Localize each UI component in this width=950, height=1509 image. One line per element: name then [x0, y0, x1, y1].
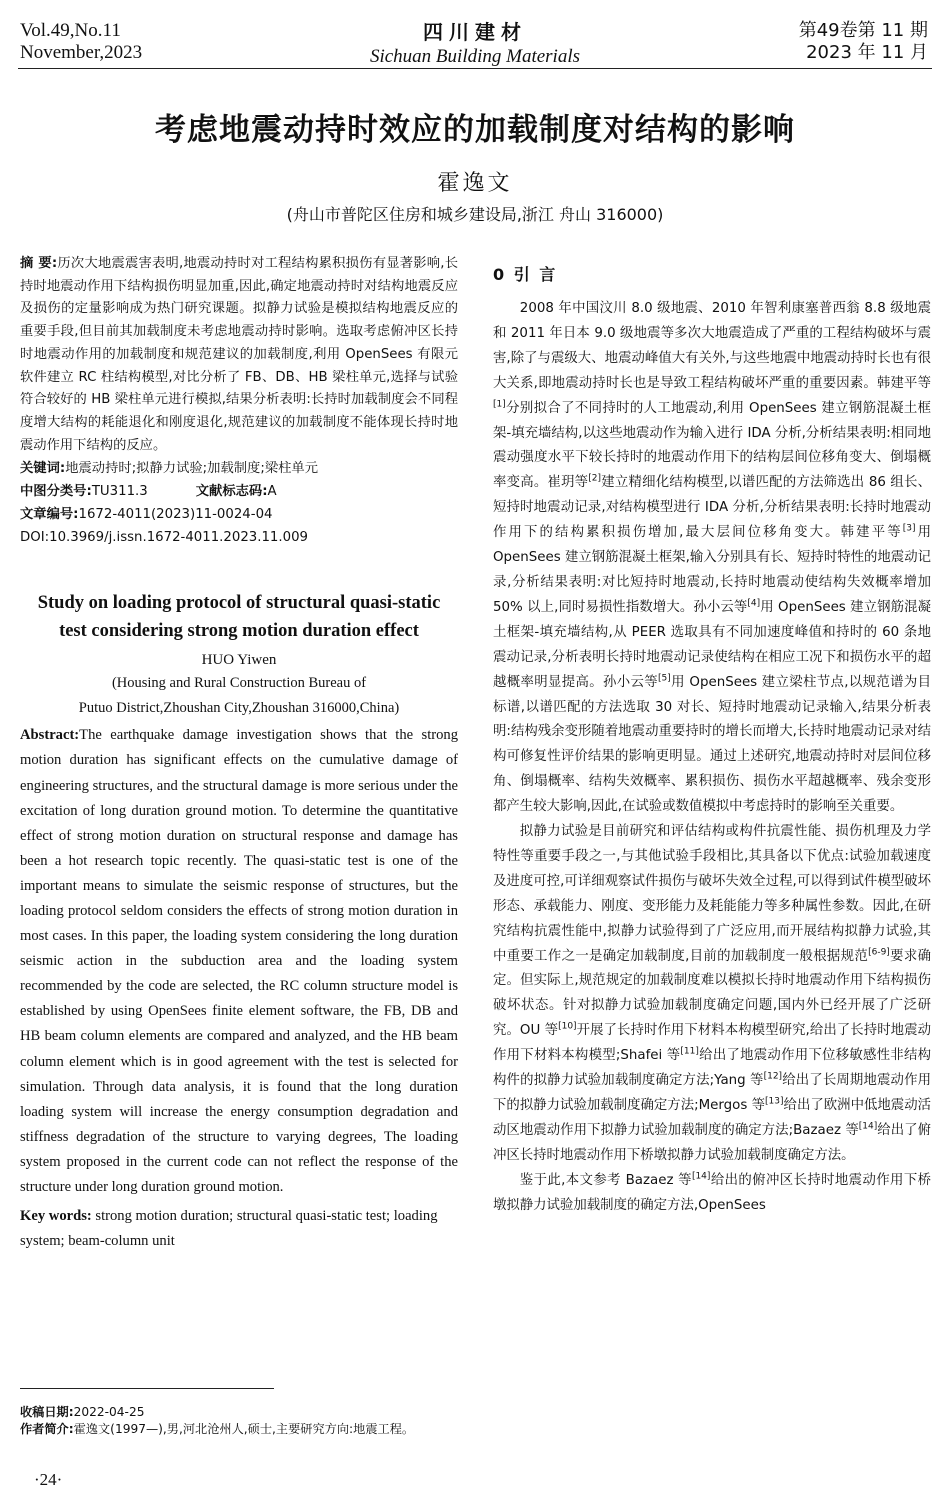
abstract-cn-text: 历次大地震震害表明,地震动持时对工程结构累积损伤有显著影响,长持时地震动作用下结构损伤明显加重,因此,确定地震动持时对结构地震反应及损伤的定量影响成为热门研究课题。拟静力试验是模拟结构地震反应的重要手段,但目前其加载制度未考虑地震动持时影响。选取考虑俯冲区长持时地震动作用的加载制度和规范建议的加载制度,利用 OpenSees 有限元软件建立 RC 柱结构模型,对比分析了 FB、DB、HB 梁柱单元,选择与试验符合较好的 HB 梁柱单元进行模拟,结果分析表明:长持时加载制度会不同程度增大结构的耗能退化和刚度退化,规范建议的加载制度不能体现长持时地震动作用下结构的反应。 [20, 256, 459, 453]
intro-paragraph-3 [493, 1169, 931, 1219]
month-year: November,2023 [20, 42, 143, 63]
abstract-en [20, 723, 458, 1200]
doi-line [20, 526, 458, 549]
paper-title: 考虑地震动持时效应的加载制度对结构的影响 [155, 112, 795, 148]
doc-code-label: 文献标志码: [195, 484, 268, 500]
abstract-en-text: The earthquake damage investigation shows that the strong motion duration has significant effects on the cumulative damage of engineering structures, and the structural damage is more serious under the excitation of long duration ground motion. To determine the quantitative effect of strong motion duration on structural response and damage has been a hot research topic recently. The quasi-static test is one of the important means to simulate the seismic response of structures, but the loading protocol seldom considers the effects of strong motion duration in most cases. In this paper, the loading system considering the long duration seismic action in the subduction area and the loading system recommended by the code are selected, the RC column structure model is established by using OpenSees finite element software, the FB, DB and HB beam column elements are compared and analyzed, and the HB beam column element which is in good agreement with the test is selected for simulation. Through data analysis, it is found that the long duration loading system will increase the energy consumption degradation and stiffness degradation of the structure to varying degrees, The loading system proposed in the current code can not reflect the response of the structure under long duration ground motion. [20, 727, 458, 1196]
citation[interactable]: [3] [902, 523, 916, 534]
bio-label: 作者简介: [20, 1421, 74, 1436]
paper-author: 霍逸文 [437, 171, 513, 196]
text-run: 拟静力试验是目前研究和评估结构或构件抗震性能、损伤机理及力学特性等重要手段之一,与其他试验手段相比,其具备以下优点:试验加载速度及进度可控,可详细观察试件损伤与破坏失效全过程,可以得到试件模型破坏形态、承载能力、刚度、变形能力及耗能能力等多种属性参数。因此,在研究结构抗震性能中,拟静力试验得到了广泛应用,而开展结构拟静力试验,其中重要工作之一是确定加载制度,目前的加载制度一般根据规范 [493, 824, 931, 964]
keywords-cn-text: 地震动持时;拟静力试验;加载制度;梁柱单元 [65, 461, 319, 477]
right-column [493, 262, 931, 1219]
english-title [20, 589, 458, 645]
header-divider [18, 68, 932, 69]
citation[interactable]: [14] [691, 1171, 711, 1182]
volume-issue: Vol.49,No.11 [20, 20, 121, 41]
left-column [20, 253, 458, 1254]
citation[interactable]: [11] [680, 1046, 699, 1057]
text-run: 用 OpenSees 建立钢筋混凝土框架-填充墙结构,从 PEER 选取具有不同加速度峰值和持时的 60 条地震动记录,分析表明长持时地震动记录使结构在相应工况下和损伤水平的超越概率明显提高。孙小云等 [493, 599, 931, 690]
text-run: 建立精细化结构模型,以谱匹配的方法筛选出 86 组长、短持时地震动记录,对结构模型进行 IDA 分析,分析结果表明:长持时地震动作用下的结构累积损伤增加,最大层间位移角变大。韩建平等 [493, 475, 932, 541]
intro-paragraph-1 [493, 297, 931, 820]
abstract-cn-label: 摘 要: [20, 256, 58, 271]
doi-label: DOI: [20, 530, 50, 546]
clc-value: TU311.3 [91, 484, 148, 500]
header-right [799, 20, 928, 64]
english-title-line2: test considering strong motion duration effect [59, 621, 419, 642]
text-run: 分别拟合了不同持时的人工地震动,利用 OpenSees 建立钢筋混凝土框架-填充墙结构,以这些地震动作为输入进行 IDA 分析,分析结果表明:相同地震动强度水平下较长持时的地震动作用下的结构层间位移角变大、倒塌概率变高。崔玥等 [493, 400, 931, 491]
footnote [20, 1404, 458, 1437]
text-run: 给出了俯冲区长持时地震动作用下桥墩拟静力试验加载制度确定方法。 [493, 1122, 931, 1163]
section-heading-intro: 0 引 言 [493, 265, 558, 284]
citation[interactable]: [10] [558, 1021, 577, 1032]
keywords-cn-label: 关键词: [20, 461, 66, 477]
citation[interactable]: [2] [588, 473, 602, 484]
abstract-en-label: Abstract: [20, 727, 80, 744]
citation[interactable]: [5] [657, 673, 671, 684]
clc-label: 中图分类号: [20, 484, 92, 500]
text-run: 2008 年中国汶川 8.0 级地震、2010 年智利康塞普西翁 8.8 级地震和 2011 年日本 9.0 级地震等多次大地震造成了严重的工程结构破坏与震害,除了与震级大、地震动峰值大有关外,与这些地震中地震动持时长也有很大关系,即地震动持时长也是导致工程结构破坏严重的重要因素。韩建平等 [493, 301, 931, 391]
text-run: 给出的俯冲区长持时地震动作用下桥墩拟静力试验加载制度的确定方法,OpenSees [493, 1172, 931, 1213]
article-number [20, 503, 458, 526]
classification-line [20, 480, 458, 503]
citation[interactable]: [4] [747, 598, 761, 609]
english-title-line1: Study on loading protocol of structural quasi-static [37, 593, 441, 614]
article-no-label: 文章编号: [20, 507, 79, 523]
date-cn: 2023 年 11 月 [806, 42, 928, 63]
received-date [20, 1404, 458, 1421]
text-run: 开展了长持时作用下材料本构模型研究,给出了长持时地震动作用下材料本构模型;Shafei 等 [493, 1023, 931, 1064]
article-no-value: 1672-4011(2023)11-0024-04 [78, 507, 273, 523]
text-run: 给出了欧洲中低地震动活动区地震动作用下拟静力试验加载制度的确定方法;Bazaez 等 [493, 1098, 932, 1138]
text-run: 用 OpenSees 建立梁柱节点,以规范谱为目标谱,以谱匹配的方法选取 30 对长、短持时地震动记录输入,结果分析表明:结构残余变形随着地震动重要持时的增长而增大,长持时地震动记录对结构可修复性评价结果的影响更明显。通过上述研究,地震动持时对层间位移角、倒塌概率、结构失效概率、累积损伤、损伤水平超越概率、残余变形都产生较大影响,因此,在试验或数值模拟中考虑持时的影响至关重要。 [493, 674, 931, 815]
citation[interactable]: [6-9] [868, 947, 890, 958]
keywords-en-label: Key words: [20, 1208, 92, 1225]
english-affiliation-line2: Putuo District,Zhoushan City,Zhoushan 316000,China) [78, 700, 400, 717]
bio-text: 霍逸文(1997—),男,河北沧州人,硕士,主要研究方向:地震工程。 [73, 1421, 415, 1436]
keywords-cn [20, 457, 458, 480]
paper-affiliation: (舟山市普陀区住房和城乡建设局,浙江 舟山 316000) [286, 205, 664, 224]
footnote-divider [20, 1388, 274, 1389]
text-run: 给出了地震动作用下位移敏感性非结构构件的拟静力试验加载制度确定方法;Yang 等 [493, 1048, 931, 1089]
keywords-en-text: strong motion duration; structural quasi-static test; loading system; beam-column unit [20, 1208, 438, 1250]
citation[interactable]: [12] [763, 1071, 783, 1082]
received-value: 2022-04-25 [73, 1405, 145, 1419]
author-bio [20, 1421, 458, 1438]
volume-cn: 第49卷第 11 期 [798, 20, 928, 41]
keywords-en [20, 1204, 458, 1254]
abstract-cn [20, 253, 458, 457]
journal-name-en: Sichuan Building Materials [369, 46, 581, 67]
text-run: 给出了长周期地震动作用下的拟静力试验加载制度确定方法;Mergos 等 [493, 1073, 931, 1113]
intro-paragraph-2 [493, 820, 931, 1169]
doi-value: 10.3969/j.issn.1672-4011.2023.11.009 [49, 530, 308, 546]
citation[interactable]: [1] [493, 399, 506, 410]
received-label: 收稿日期: [20, 1405, 74, 1419]
doc-code-value: A [267, 484, 277, 500]
citation[interactable]: [13] [765, 1096, 784, 1107]
journal-logo: 四川建材 [423, 20, 527, 44]
english-author: HUO Yiwen [201, 652, 277, 669]
citation[interactable]: [14] [858, 1121, 878, 1132]
english-affiliation [20, 671, 458, 721]
page-number: ·24· [34, 1470, 63, 1489]
english-affiliation-line1: (Housing and Rural Construction Bureau of [111, 675, 367, 692]
text-run: 要求确定。但实际上,规范规定的加载制度难以模拟长持时地震动作用下结构损伤破坏状态。针对拟静力试验加载制度确定问题,国内外已经开展了广泛研究。OU 等 [493, 948, 931, 1039]
text-run: 用 OpenSees 建立钢筋混凝土框架,输入分别具有长、短持时特性的地震动记录,分析结果表明:对比短持时地震动,长持时地震动使结构失效概率增加 50% 以上,同时易损性指数增大。孙小云等 [493, 525, 931, 615]
text-run: 鉴于此,本文参考 Bazaez 等 [519, 1172, 692, 1188]
